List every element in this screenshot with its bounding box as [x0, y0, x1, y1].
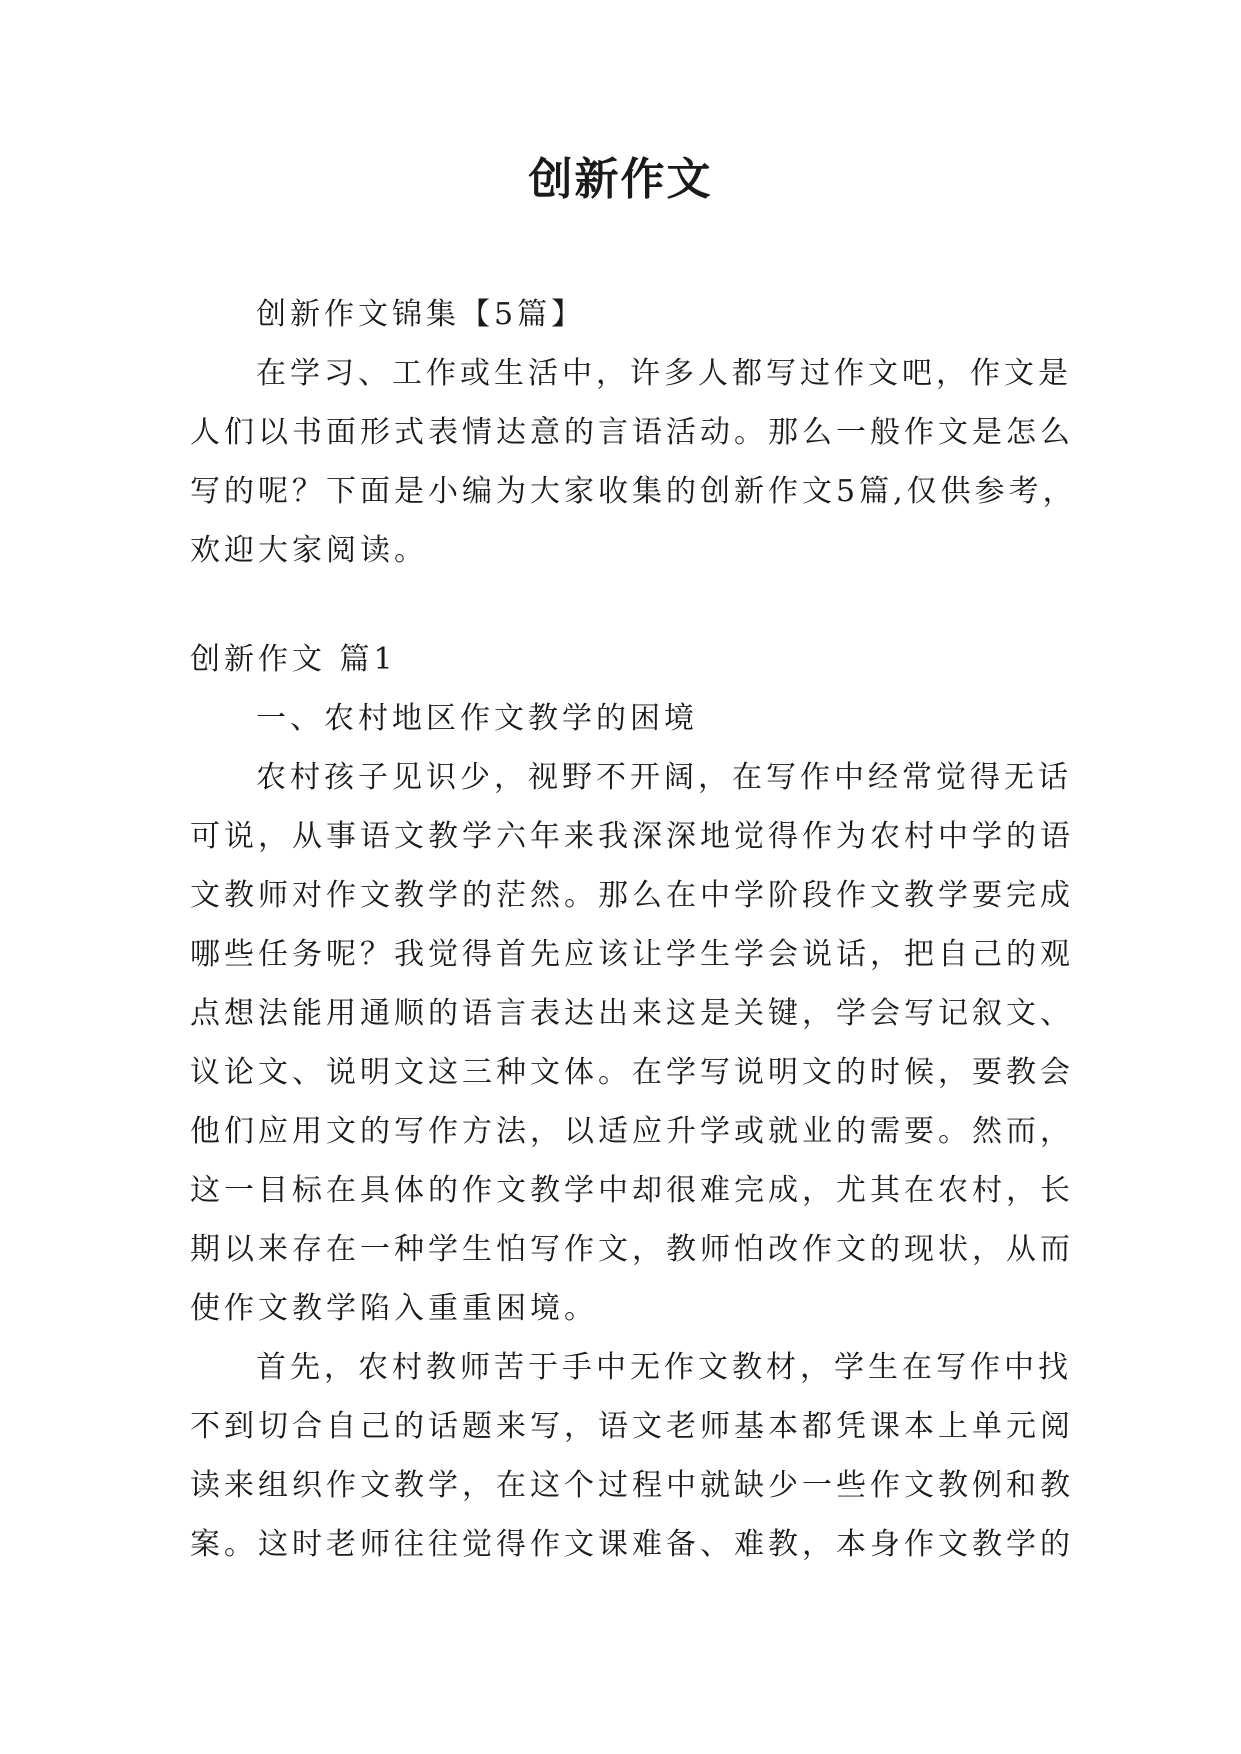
intro-line: 写的呢？下面是小编为大家收集的创新作文5篇,仅供参考， — [190, 474, 1077, 509]
paragraph-line: 使作文教学陷入重重困境。 — [190, 1291, 598, 1326]
document-title: 创新作文 — [528, 154, 713, 205]
intro-line: 在学习、工作或生活中，许多人都写过作文吧，作文是 — [256, 356, 1072, 391]
paragraph-line: 他们应用文的写作方法，以适应升学或就业的需要。然而， — [190, 1114, 1074, 1149]
intro-line: 欢迎大家阅读。 — [190, 533, 428, 568]
paragraph-line: 议论文、说明文这三种文体。在学写说明文的时候，要教会 — [190, 1055, 1074, 1090]
paragraph-line: 不到切合自己的话题来写，语文老师基本都凭课本上单元阅 — [190, 1409, 1074, 1444]
paragraph-line: 农村孩子见识少，视野不开阔，在写作中经常觉得无话 — [256, 760, 1072, 795]
paragraph-line: 案。这时老师往往觉得作文课难备、难教，本身作文教学的 — [190, 1527, 1074, 1562]
subheading: 一、农村地区作文教学的困境 — [256, 701, 698, 736]
paragraph-line: 读来组织作文教学，在这个过程中就缺少一些作文教例和教 — [190, 1468, 1074, 1503]
intro-line: 人们以书面形式表情达意的言语活动。那么一般作文是怎么 — [190, 415, 1074, 450]
section-spacer — [190, 580, 1050, 630]
paragraph-line: 文教师对作文教学的茫然。那么在中学阶段作文教学要完成 — [190, 878, 1074, 913]
paragraph-line: 期以来存在一种学生怕写作文，教师怕改作文的现状，从而 — [190, 1232, 1074, 1267]
paragraph-line: 哪些任务呢？我觉得首先应该让学生学会说话，把自己的观 — [190, 937, 1074, 972]
document-body — [190, 285, 1077, 1574]
section-heading: 创新作文 篇1 — [190, 642, 397, 677]
paragraph-line: 这一目标在具体的作文教学中却很难完成，尤其在农村，长 — [190, 1173, 1074, 1208]
paragraph-line: 可说，从事语文教学六年来我深深地觉得作为农村中学的语 — [190, 819, 1074, 854]
paragraph-line: 首先，农村教师苦于手中无作文教材，学生在写作中找 — [256, 1350, 1072, 1385]
subtitle: 创新作文锦集【5篇】 — [256, 297, 586, 332]
paragraph-line: 点想法能用通顺的语言表达出来这是关键，学会写记叙文、 — [190, 996, 1074, 1031]
